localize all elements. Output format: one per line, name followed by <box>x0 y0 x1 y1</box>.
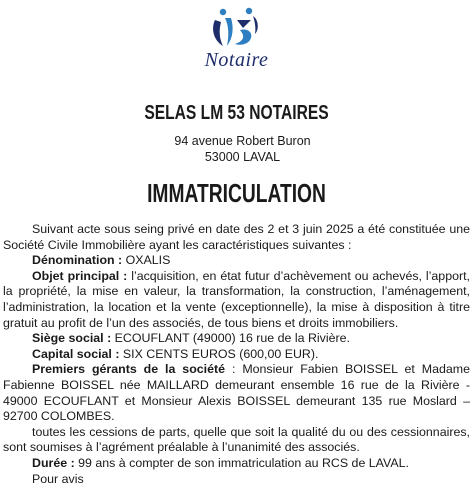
notice-title: IMMATRICULATION <box>61 178 411 209</box>
siege-value: ECOUFLANT (49000) 16 rue de la Rivière. <box>111 331 350 345</box>
objet-label: Objet principal : <box>32 269 127 283</box>
capital-label: Capital social : <box>32 347 119 361</box>
objet-value: l’acquisition, en état futur d’achèvement ou achevés, l’apport, la propriété, la mise en valeur, la transformation, la construction, l’aménagement, l’administration, la location et la vente (exceptionnelle), la mise à disposition à titre gratuit au profit de l’un des associés, de tous biens et droits immobiliers. <box>3 269 470 330</box>
denomination-label: Dénomination : <box>32 253 122 267</box>
notice-body <box>3 222 470 487</box>
notaire-logo-text: Notaire <box>0 49 473 72</box>
denomination-value: OXALIS <box>122 253 170 267</box>
intro-paragraph: Suivant acte sous seing privé en date des 2 et 3 juin 2025 a été constituée une Société Civile Immobilière ayant les caractéristiques suivantes : <box>3 222 470 253</box>
gerants-label: Premiers gérants de la société <box>32 362 225 376</box>
notaire-emblem-icon <box>207 6 265 50</box>
closing-line: Pour avis <box>3 472 470 487</box>
firm-name: SELAS LM 53 NOTAIRES <box>52 102 421 125</box>
capital-line <box>3 347 470 363</box>
notaire-logo <box>0 0 473 80</box>
firm-address-city: 53000 LAVAL <box>0 150 473 164</box>
firm-address-street: 94 avenue Robert Buron <box>0 134 473 148</box>
duree-value: 99 ans à compter de son immatriculation au RCS de LAVAL. <box>75 456 409 470</box>
denomination-line <box>3 253 470 269</box>
capital-value: SIX CENTS EUROS (600,00 EUR). <box>119 347 318 361</box>
siege-label: Siège social : <box>32 331 111 345</box>
duree-label: Durée : <box>32 456 75 470</box>
cessions-paragraph: toutes les cessions de parts, quelle que soit la qualité du ou des cessionnaires, sont soumises à l’agrément préalable à l’unanimité des associés. <box>3 425 470 456</box>
objet-paragraph <box>3 269 470 331</box>
siege-line <box>3 331 470 347</box>
gerants-paragraph <box>3 362 470 424</box>
duree-line <box>3 456 470 472</box>
gerants-value: : Monsieur Fabien BOISSEL et Madame Fabienne BOISSEL née MAILLARD demeurant ensemble 16 rue de la Rivière - 49000 ECOUFLANT et Monsieur Alexis BOISSEL demeurant 135 rue Moslard – 92700 COLOMBES. <box>3 362 470 423</box>
